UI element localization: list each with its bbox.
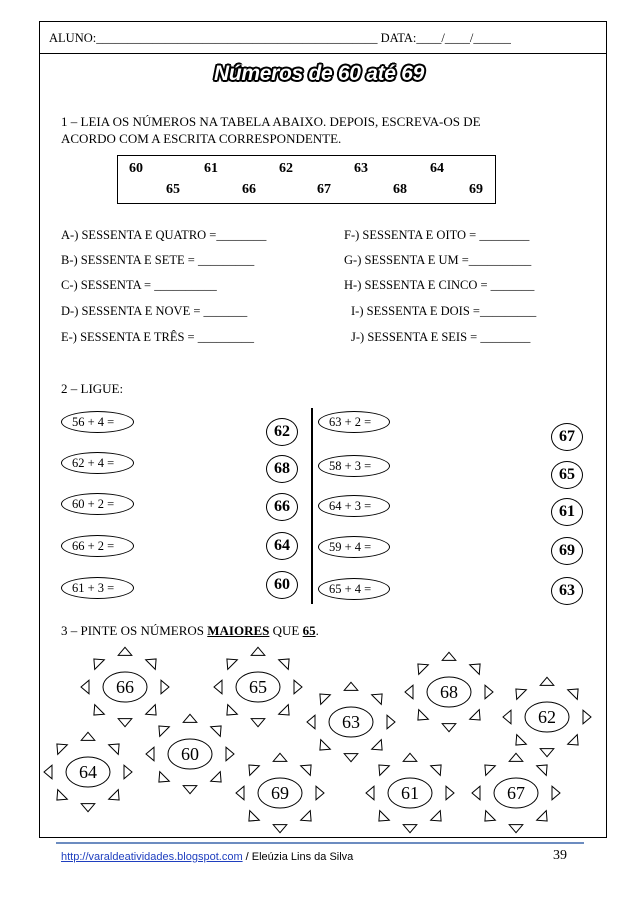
table-number: 68 (393, 182, 407, 197)
q1-item-h[interactable]: H-) SESSENTA E CINCO = _______ (344, 278, 535, 292)
column-divider (311, 408, 313, 604)
q1-item-g[interactable]: G-) SESSENTA E UM =__________ (344, 253, 532, 267)
result-circle[interactable]: 67 (551, 423, 583, 451)
worksheet-title: Números de 60 até 69 (214, 62, 424, 85)
sun-number[interactable]: 62 (497, 672, 597, 762)
result-circle[interactable]: 64 (266, 532, 298, 560)
q1-item-b[interactable]: B-) SESSENTA E SETE = _________ (61, 253, 255, 267)
q3-emphasis: MAIORES (207, 623, 270, 638)
table-number: 64 (430, 161, 444, 176)
operation-oval[interactable]: 62 + 4 = (61, 452, 134, 474)
student-name-field[interactable]: ALUNO:_____________________________________________ (49, 31, 378, 45)
q1-item-a[interactable]: A-) SESSENTA E QUATRO =________ (61, 228, 267, 242)
header-divider (39, 53, 607, 54)
q1-item-i[interactable]: I-) SESSENTA E DOIS =_________ (351, 304, 537, 318)
q3-threshold: 65 (302, 623, 316, 638)
result-circle[interactable]: 68 (266, 455, 298, 483)
result-circle[interactable]: 65 (551, 461, 583, 489)
operation-oval[interactable]: 58 + 3 = (318, 455, 390, 477)
sun-number[interactable]: 68 (399, 647, 499, 737)
table-number: 65 (166, 182, 180, 197)
q1-instruction-line2: ACORDO COM A ESCRITA CORRESPONDENTE. (61, 131, 342, 146)
date-field[interactable]: DATA:____/____/______ (380, 31, 511, 45)
result-circle[interactable]: 62 (266, 418, 298, 446)
header (49, 31, 511, 46)
footer-divider (56, 842, 584, 844)
sun-number[interactable]: 64 (38, 727, 138, 817)
q1-item-d[interactable]: D-) SESSENTA E NOVE = _______ (61, 304, 248, 318)
q1-item-e[interactable]: E-) SESSENTA E TRÊS = _________ (61, 330, 254, 344)
numbers-table (117, 155, 496, 204)
result-circle[interactable]: 61 (551, 498, 583, 526)
result-circle[interactable]: 66 (266, 493, 298, 521)
result-circle[interactable]: 69 (551, 537, 583, 565)
result-circle[interactable]: 60 (266, 571, 298, 599)
operation-oval[interactable]: 66 + 2 = (61, 535, 134, 557)
q1-item-f[interactable]: F-) SESSENTA E OITO = ________ (344, 228, 530, 242)
q1-item-c[interactable]: C-) SESSENTA = __________ (61, 278, 217, 292)
sun-number[interactable]: 61 (360, 748, 460, 838)
sun-number[interactable]: 60 (140, 709, 240, 799)
table-number: 63 (354, 161, 368, 176)
sun-number[interactable]: 63 (301, 677, 401, 767)
sun-number[interactable]: 69 (230, 748, 330, 838)
result-circle[interactable]: 63 (551, 577, 583, 605)
q1-instruction-line1: 1 – LEIA OS NÚMEROS NA TABELA ABAIXO. DEPOIS, ESCREVA-OS DE (61, 114, 481, 129)
footer-credit (61, 851, 353, 863)
sun-number[interactable]: 65 (208, 642, 308, 732)
page-number: 39 (553, 848, 567, 863)
q1-item-j[interactable]: J-) SESSENTA E SEIS = ________ (351, 330, 531, 344)
operation-oval[interactable]: 56 + 4 = (61, 411, 134, 433)
operation-oval[interactable]: 63 + 2 = (318, 411, 390, 433)
table-number: 62 (279, 161, 293, 176)
table-number: 60 (129, 161, 143, 176)
table-number: 67 (317, 182, 331, 197)
author-name: / Eleúzia Lins da Silva (242, 851, 354, 863)
table-number: 61 (204, 161, 218, 176)
operation-oval[interactable]: 64 + 3 = (318, 495, 390, 517)
table-number: 66 (242, 182, 256, 197)
operation-oval[interactable]: 61 + 3 = (61, 577, 134, 599)
q2-instruction: 2 – LIGUE: (61, 381, 124, 396)
sun-number[interactable]: 66 (75, 642, 175, 732)
operation-oval[interactable]: 65 + 4 = (318, 578, 390, 600)
table-number: 69 (469, 182, 483, 197)
sun-number[interactable]: 67 (466, 748, 566, 838)
q3-instruction: 3 – PINTE OS NÚMEROS MAIORES QUE 65. (61, 623, 319, 638)
operation-oval[interactable]: 59 + 4 = (318, 536, 390, 558)
blog-link[interactable]: http://varaldeatividades.blogspot.com (61, 851, 243, 863)
operation-oval[interactable]: 60 + 2 = (61, 493, 134, 515)
